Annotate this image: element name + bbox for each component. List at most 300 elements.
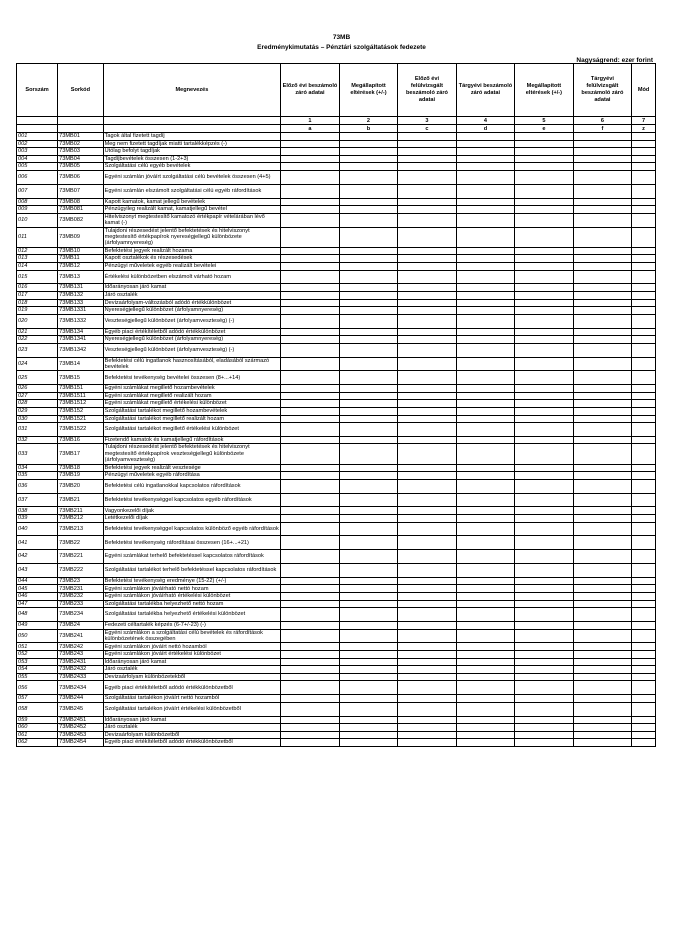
value-cell-7[interactable]: [632, 291, 656, 299]
value-cell-3[interactable]: [398, 522, 456, 536]
value-cell-2[interactable]: [339, 392, 397, 400]
value-cell-3[interactable]: [398, 507, 456, 515]
value-cell-7[interactable]: [632, 407, 656, 415]
value-cell-7[interactable]: [632, 444, 656, 464]
value-cell-4[interactable]: [456, 593, 514, 601]
value-cell-3[interactable]: [398, 343, 456, 357]
value-cell-5[interactable]: [515, 262, 573, 270]
value-cell-4[interactable]: [456, 227, 514, 247]
value-cell-5[interactable]: [515, 336, 573, 344]
value-cell-1[interactable]: [281, 600, 339, 608]
value-cell-6[interactable]: [573, 163, 631, 171]
value-cell-6[interactable]: [573, 255, 631, 263]
value-cell-4[interactable]: [456, 658, 514, 666]
value-cell-5[interactable]: [515, 724, 573, 732]
value-cell-5[interactable]: [515, 608, 573, 622]
value-cell-5[interactable]: [515, 385, 573, 393]
value-cell-7[interactable]: [632, 608, 656, 622]
value-cell-7[interactable]: [632, 550, 656, 564]
value-cell-5[interactable]: [515, 651, 573, 659]
value-cell-1[interactable]: [281, 170, 339, 184]
value-cell-7[interactable]: [632, 284, 656, 292]
value-cell-2[interactable]: [339, 479, 397, 493]
value-cell-3[interactable]: [398, 564, 456, 578]
value-cell-3[interactable]: [398, 140, 456, 148]
value-cell-2[interactable]: [339, 731, 397, 739]
value-cell-1[interactable]: [281, 270, 339, 284]
value-cell-4[interactable]: [456, 550, 514, 564]
value-cell-2[interactable]: [339, 247, 397, 255]
value-cell-2[interactable]: [339, 415, 397, 423]
value-cell-3[interactable]: [398, 206, 456, 214]
value-cell-3[interactable]: [398, 133, 456, 141]
value-cell-5[interactable]: [515, 585, 573, 593]
value-cell-4[interactable]: [456, 681, 514, 695]
value-cell-7[interactable]: [632, 163, 656, 171]
value-cell-5[interactable]: [515, 629, 573, 643]
value-cell-1[interactable]: [281, 407, 339, 415]
value-cell-6[interactable]: [573, 198, 631, 206]
value-cell-3[interactable]: [398, 724, 456, 732]
value-cell-1[interactable]: [281, 666, 339, 674]
value-cell-5[interactable]: [515, 328, 573, 336]
value-cell-5[interactable]: [515, 423, 573, 437]
value-cell-2[interactable]: [339, 585, 397, 593]
value-cell-4[interactable]: [456, 464, 514, 472]
value-cell-7[interactable]: [632, 299, 656, 307]
value-cell-1[interactable]: [281, 423, 339, 437]
value-cell-5[interactable]: [515, 493, 573, 507]
value-cell-4[interactable]: [456, 479, 514, 493]
value-cell-5[interactable]: [515, 716, 573, 724]
value-cell-7[interactable]: [632, 255, 656, 263]
value-cell-6[interactable]: [573, 577, 631, 585]
value-cell-4[interactable]: [456, 392, 514, 400]
value-cell-1[interactable]: [281, 314, 339, 328]
value-cell-4[interactable]: [456, 206, 514, 214]
value-cell-7[interactable]: [632, 643, 656, 651]
value-cell-5[interactable]: [515, 291, 573, 299]
value-cell-1[interactable]: [281, 585, 339, 593]
value-cell-4[interactable]: [456, 536, 514, 550]
value-cell-3[interactable]: [398, 658, 456, 666]
value-cell-6[interactable]: [573, 284, 631, 292]
value-cell-5[interactable]: [515, 407, 573, 415]
value-cell-2[interactable]: [339, 522, 397, 536]
value-cell-5[interactable]: [515, 577, 573, 585]
value-cell-1[interactable]: [281, 436, 339, 444]
value-cell-1[interactable]: [281, 371, 339, 385]
value-cell-7[interactable]: [632, 479, 656, 493]
value-cell-6[interactable]: [573, 385, 631, 393]
value-cell-5[interactable]: [515, 198, 573, 206]
value-cell-5[interactable]: [515, 247, 573, 255]
value-cell-2[interactable]: [339, 622, 397, 630]
value-cell-1[interactable]: [281, 608, 339, 622]
value-cell-2[interactable]: [339, 270, 397, 284]
value-cell-6[interactable]: [573, 400, 631, 408]
value-cell-5[interactable]: [515, 140, 573, 148]
value-cell-3[interactable]: [398, 307, 456, 315]
value-cell-1[interactable]: [281, 307, 339, 315]
value-cell-1[interactable]: [281, 400, 339, 408]
value-cell-2[interactable]: [339, 385, 397, 393]
value-cell-1[interactable]: [281, 415, 339, 423]
value-cell-3[interactable]: [398, 299, 456, 307]
value-cell-6[interactable]: [573, 585, 631, 593]
value-cell-1[interactable]: [281, 227, 339, 247]
value-cell-5[interactable]: [515, 643, 573, 651]
value-cell-6[interactable]: [573, 600, 631, 608]
value-cell-2[interactable]: [339, 550, 397, 564]
value-cell-7[interactable]: [632, 385, 656, 393]
value-cell-4[interactable]: [456, 299, 514, 307]
value-cell-6[interactable]: [573, 673, 631, 681]
value-cell-1[interactable]: [281, 255, 339, 263]
value-cell-1[interactable]: [281, 479, 339, 493]
value-cell-6[interactable]: [573, 170, 631, 184]
value-cell-5[interactable]: [515, 436, 573, 444]
value-cell-3[interactable]: [398, 247, 456, 255]
value-cell-4[interactable]: [456, 622, 514, 630]
value-cell-4[interactable]: [456, 148, 514, 156]
value-cell-3[interactable]: [398, 702, 456, 716]
value-cell-6[interactable]: [573, 444, 631, 464]
value-cell-4[interactable]: [456, 415, 514, 423]
value-cell-1[interactable]: [281, 385, 339, 393]
value-cell-5[interactable]: [515, 415, 573, 423]
value-cell-1[interactable]: [281, 299, 339, 307]
value-cell-7[interactable]: [632, 493, 656, 507]
value-cell-6[interactable]: [573, 314, 631, 328]
value-cell-4[interactable]: [456, 307, 514, 315]
value-cell-5[interactable]: [515, 658, 573, 666]
value-cell-3[interactable]: [398, 407, 456, 415]
value-cell-1[interactable]: [281, 328, 339, 336]
value-cell-3[interactable]: [398, 213, 456, 227]
value-cell-2[interactable]: [339, 400, 397, 408]
value-cell-4[interactable]: [456, 695, 514, 703]
value-cell-7[interactable]: [632, 184, 656, 198]
value-cell-5[interactable]: [515, 522, 573, 536]
value-cell-6[interactable]: [573, 464, 631, 472]
value-cell-4[interactable]: [456, 155, 514, 163]
value-cell-6[interactable]: [573, 392, 631, 400]
value-cell-2[interactable]: [339, 140, 397, 148]
value-cell-7[interactable]: [632, 307, 656, 315]
value-cell-1[interactable]: [281, 392, 339, 400]
value-cell-7[interactable]: [632, 336, 656, 344]
value-cell-7[interactable]: [632, 658, 656, 666]
value-cell-6[interactable]: [573, 629, 631, 643]
value-cell-6[interactable]: [573, 328, 631, 336]
value-cell-5[interactable]: [515, 515, 573, 523]
value-cell-1[interactable]: [281, 681, 339, 695]
value-cell-2[interactable]: [339, 357, 397, 371]
value-cell-1[interactable]: [281, 140, 339, 148]
value-cell-4[interactable]: [456, 673, 514, 681]
value-cell-7[interactable]: [632, 629, 656, 643]
value-cell-7[interactable]: [632, 739, 656, 747]
value-cell-2[interactable]: [339, 536, 397, 550]
value-cell-1[interactable]: [281, 357, 339, 371]
value-cell-2[interactable]: [339, 314, 397, 328]
value-cell-1[interactable]: [281, 577, 339, 585]
value-cell-6[interactable]: [573, 291, 631, 299]
value-cell-4[interactable]: [456, 213, 514, 227]
value-cell-6[interactable]: [573, 515, 631, 523]
value-cell-5[interactable]: [515, 184, 573, 198]
value-cell-6[interactable]: [573, 436, 631, 444]
value-cell-2[interactable]: [339, 423, 397, 437]
value-cell-7[interactable]: [632, 206, 656, 214]
value-cell-1[interactable]: [281, 739, 339, 747]
value-cell-5[interactable]: [515, 343, 573, 357]
value-cell-5[interactable]: [515, 163, 573, 171]
value-cell-6[interactable]: [573, 724, 631, 732]
value-cell-6[interactable]: [573, 702, 631, 716]
value-cell-3[interactable]: [398, 643, 456, 651]
value-cell-1[interactable]: [281, 716, 339, 724]
value-cell-4[interactable]: [456, 731, 514, 739]
value-cell-6[interactable]: [573, 423, 631, 437]
value-cell-3[interactable]: [398, 673, 456, 681]
value-cell-5[interactable]: [515, 213, 573, 227]
value-cell-1[interactable]: [281, 550, 339, 564]
value-cell-5[interactable]: [515, 307, 573, 315]
value-cell-4[interactable]: [456, 564, 514, 578]
value-cell-3[interactable]: [398, 464, 456, 472]
value-cell-4[interactable]: [456, 444, 514, 464]
value-cell-3[interactable]: [398, 155, 456, 163]
value-cell-3[interactable]: [398, 400, 456, 408]
value-cell-4[interactable]: [456, 702, 514, 716]
value-cell-7[interactable]: [632, 436, 656, 444]
value-cell-6[interactable]: [573, 666, 631, 674]
value-cell-2[interactable]: [339, 307, 397, 315]
value-cell-5[interactable]: [515, 464, 573, 472]
value-cell-4[interactable]: [456, 522, 514, 536]
value-cell-7[interactable]: [632, 651, 656, 659]
value-cell-3[interactable]: [398, 436, 456, 444]
value-cell-5[interactable]: [515, 600, 573, 608]
value-cell-6[interactable]: [573, 299, 631, 307]
value-cell-7[interactable]: [632, 600, 656, 608]
value-cell-2[interactable]: [339, 299, 397, 307]
value-cell-6[interactable]: [573, 651, 631, 659]
value-cell-5[interactable]: [515, 357, 573, 371]
value-cell-7[interactable]: [632, 673, 656, 681]
value-cell-6[interactable]: [573, 247, 631, 255]
value-cell-3[interactable]: [398, 695, 456, 703]
value-cell-3[interactable]: [398, 577, 456, 585]
value-cell-2[interactable]: [339, 739, 397, 747]
value-cell-7[interactable]: [632, 695, 656, 703]
value-cell-7[interactable]: [632, 371, 656, 385]
value-cell-3[interactable]: [398, 479, 456, 493]
value-cell-7[interactable]: [632, 155, 656, 163]
value-cell-7[interactable]: [632, 314, 656, 328]
value-cell-7[interactable]: [632, 724, 656, 732]
value-cell-7[interactable]: [632, 681, 656, 695]
value-cell-1[interactable]: [281, 148, 339, 156]
value-cell-6[interactable]: [573, 357, 631, 371]
value-cell-6[interactable]: [573, 493, 631, 507]
value-cell-6[interactable]: [573, 522, 631, 536]
value-cell-1[interactable]: [281, 493, 339, 507]
value-cell-5[interactable]: [515, 507, 573, 515]
value-cell-5[interactable]: [515, 371, 573, 385]
value-cell-2[interactable]: [339, 328, 397, 336]
value-cell-3[interactable]: [398, 600, 456, 608]
value-cell-7[interactable]: [632, 148, 656, 156]
value-cell-1[interactable]: [281, 629, 339, 643]
value-cell-3[interactable]: [398, 148, 456, 156]
value-cell-1[interactable]: [281, 247, 339, 255]
value-cell-6[interactable]: [573, 608, 631, 622]
value-cell-2[interactable]: [339, 213, 397, 227]
value-cell-6[interactable]: [573, 371, 631, 385]
value-cell-2[interactable]: [339, 155, 397, 163]
value-cell-2[interactable]: [339, 658, 397, 666]
value-cell-7[interactable]: [632, 507, 656, 515]
value-cell-7[interactable]: [632, 392, 656, 400]
value-cell-6[interactable]: [573, 731, 631, 739]
value-cell-1[interactable]: [281, 564, 339, 578]
value-cell-7[interactable]: [632, 515, 656, 523]
value-cell-2[interactable]: [339, 600, 397, 608]
value-cell-2[interactable]: [339, 227, 397, 247]
value-cell-3[interactable]: [398, 681, 456, 695]
value-cell-1[interactable]: [281, 507, 339, 515]
value-cell-5[interactable]: [515, 284, 573, 292]
value-cell-4[interactable]: [456, 643, 514, 651]
value-cell-4[interactable]: [456, 371, 514, 385]
value-cell-1[interactable]: [281, 198, 339, 206]
value-cell-7[interactable]: [632, 585, 656, 593]
value-cell-4[interactable]: [456, 577, 514, 585]
value-cell-2[interactable]: [339, 666, 397, 674]
value-cell-1[interactable]: [281, 343, 339, 357]
value-cell-4[interactable]: [456, 724, 514, 732]
value-cell-6[interactable]: [573, 479, 631, 493]
value-cell-4[interactable]: [456, 255, 514, 263]
value-cell-7[interactable]: [632, 262, 656, 270]
value-cell-6[interactable]: [573, 536, 631, 550]
value-cell-7[interactable]: [632, 622, 656, 630]
value-cell-2[interactable]: [339, 593, 397, 601]
value-cell-6[interactable]: [573, 336, 631, 344]
value-cell-3[interactable]: [398, 170, 456, 184]
value-cell-5[interactable]: [515, 314, 573, 328]
value-cell-7[interactable]: [632, 577, 656, 585]
value-cell-6[interactable]: [573, 564, 631, 578]
value-cell-6[interactable]: [573, 227, 631, 247]
value-cell-5[interactable]: [515, 673, 573, 681]
value-cell-4[interactable]: [456, 515, 514, 523]
value-cell-6[interactable]: [573, 415, 631, 423]
value-cell-4[interactable]: [456, 198, 514, 206]
value-cell-6[interactable]: [573, 658, 631, 666]
value-cell-6[interactable]: [573, 140, 631, 148]
value-cell-4[interactable]: [456, 651, 514, 659]
value-cell-5[interactable]: [515, 622, 573, 630]
value-cell-5[interactable]: [515, 472, 573, 480]
value-cell-4[interactable]: [456, 270, 514, 284]
value-cell-3[interactable]: [398, 629, 456, 643]
value-cell-5[interactable]: [515, 255, 573, 263]
value-cell-4[interactable]: [456, 739, 514, 747]
value-cell-2[interactable]: [339, 284, 397, 292]
value-cell-4[interactable]: [456, 666, 514, 674]
value-cell-6[interactable]: [573, 307, 631, 315]
value-cell-3[interactable]: [398, 585, 456, 593]
value-cell-4[interactable]: [456, 436, 514, 444]
value-cell-2[interactable]: [339, 464, 397, 472]
value-cell-5[interactable]: [515, 739, 573, 747]
value-cell-2[interactable]: [339, 673, 397, 681]
value-cell-7[interactable]: [632, 666, 656, 674]
value-cell-7[interactable]: [632, 415, 656, 423]
value-cell-6[interactable]: [573, 184, 631, 198]
value-cell-6[interactable]: [573, 155, 631, 163]
value-cell-3[interactable]: [398, 415, 456, 423]
value-cell-4[interactable]: [456, 600, 514, 608]
value-cell-3[interactable]: [398, 608, 456, 622]
value-cell-2[interactable]: [339, 724, 397, 732]
value-cell-2[interactable]: [339, 407, 397, 415]
value-cell-4[interactable]: [456, 262, 514, 270]
value-cell-7[interactable]: [632, 423, 656, 437]
value-cell-7[interactable]: [632, 731, 656, 739]
value-cell-3[interactable]: [398, 550, 456, 564]
value-cell-1[interactable]: [281, 336, 339, 344]
value-cell-2[interactable]: [339, 170, 397, 184]
value-cell-1[interactable]: [281, 184, 339, 198]
value-cell-2[interactable]: [339, 262, 397, 270]
value-cell-4[interactable]: [456, 423, 514, 437]
value-cell-5[interactable]: [515, 206, 573, 214]
value-cell-4[interactable]: [456, 629, 514, 643]
value-cell-2[interactable]: [339, 148, 397, 156]
value-cell-2[interactable]: [339, 371, 397, 385]
value-cell-2[interactable]: [339, 564, 397, 578]
value-cell-1[interactable]: [281, 155, 339, 163]
value-cell-3[interactable]: [398, 493, 456, 507]
value-cell-5[interactable]: [515, 392, 573, 400]
value-cell-4[interactable]: [456, 314, 514, 328]
value-cell-6[interactable]: [573, 507, 631, 515]
value-cell-4[interactable]: [456, 716, 514, 724]
value-cell-2[interactable]: [339, 184, 397, 198]
value-cell-7[interactable]: [632, 464, 656, 472]
value-cell-5[interactable]: [515, 170, 573, 184]
value-cell-7[interactable]: [632, 270, 656, 284]
value-cell-2[interactable]: [339, 695, 397, 703]
value-cell-2[interactable]: [339, 291, 397, 299]
value-cell-2[interactable]: [339, 651, 397, 659]
value-cell-3[interactable]: [398, 666, 456, 674]
value-cell-1[interactable]: [281, 163, 339, 171]
value-cell-6[interactable]: [573, 550, 631, 564]
value-cell-6[interactable]: [573, 643, 631, 651]
value-cell-2[interactable]: [339, 444, 397, 464]
value-cell-2[interactable]: [339, 515, 397, 523]
value-cell-1[interactable]: [281, 658, 339, 666]
value-cell-3[interactable]: [398, 716, 456, 724]
value-cell-5[interactable]: [515, 479, 573, 493]
value-cell-3[interactable]: [398, 262, 456, 270]
